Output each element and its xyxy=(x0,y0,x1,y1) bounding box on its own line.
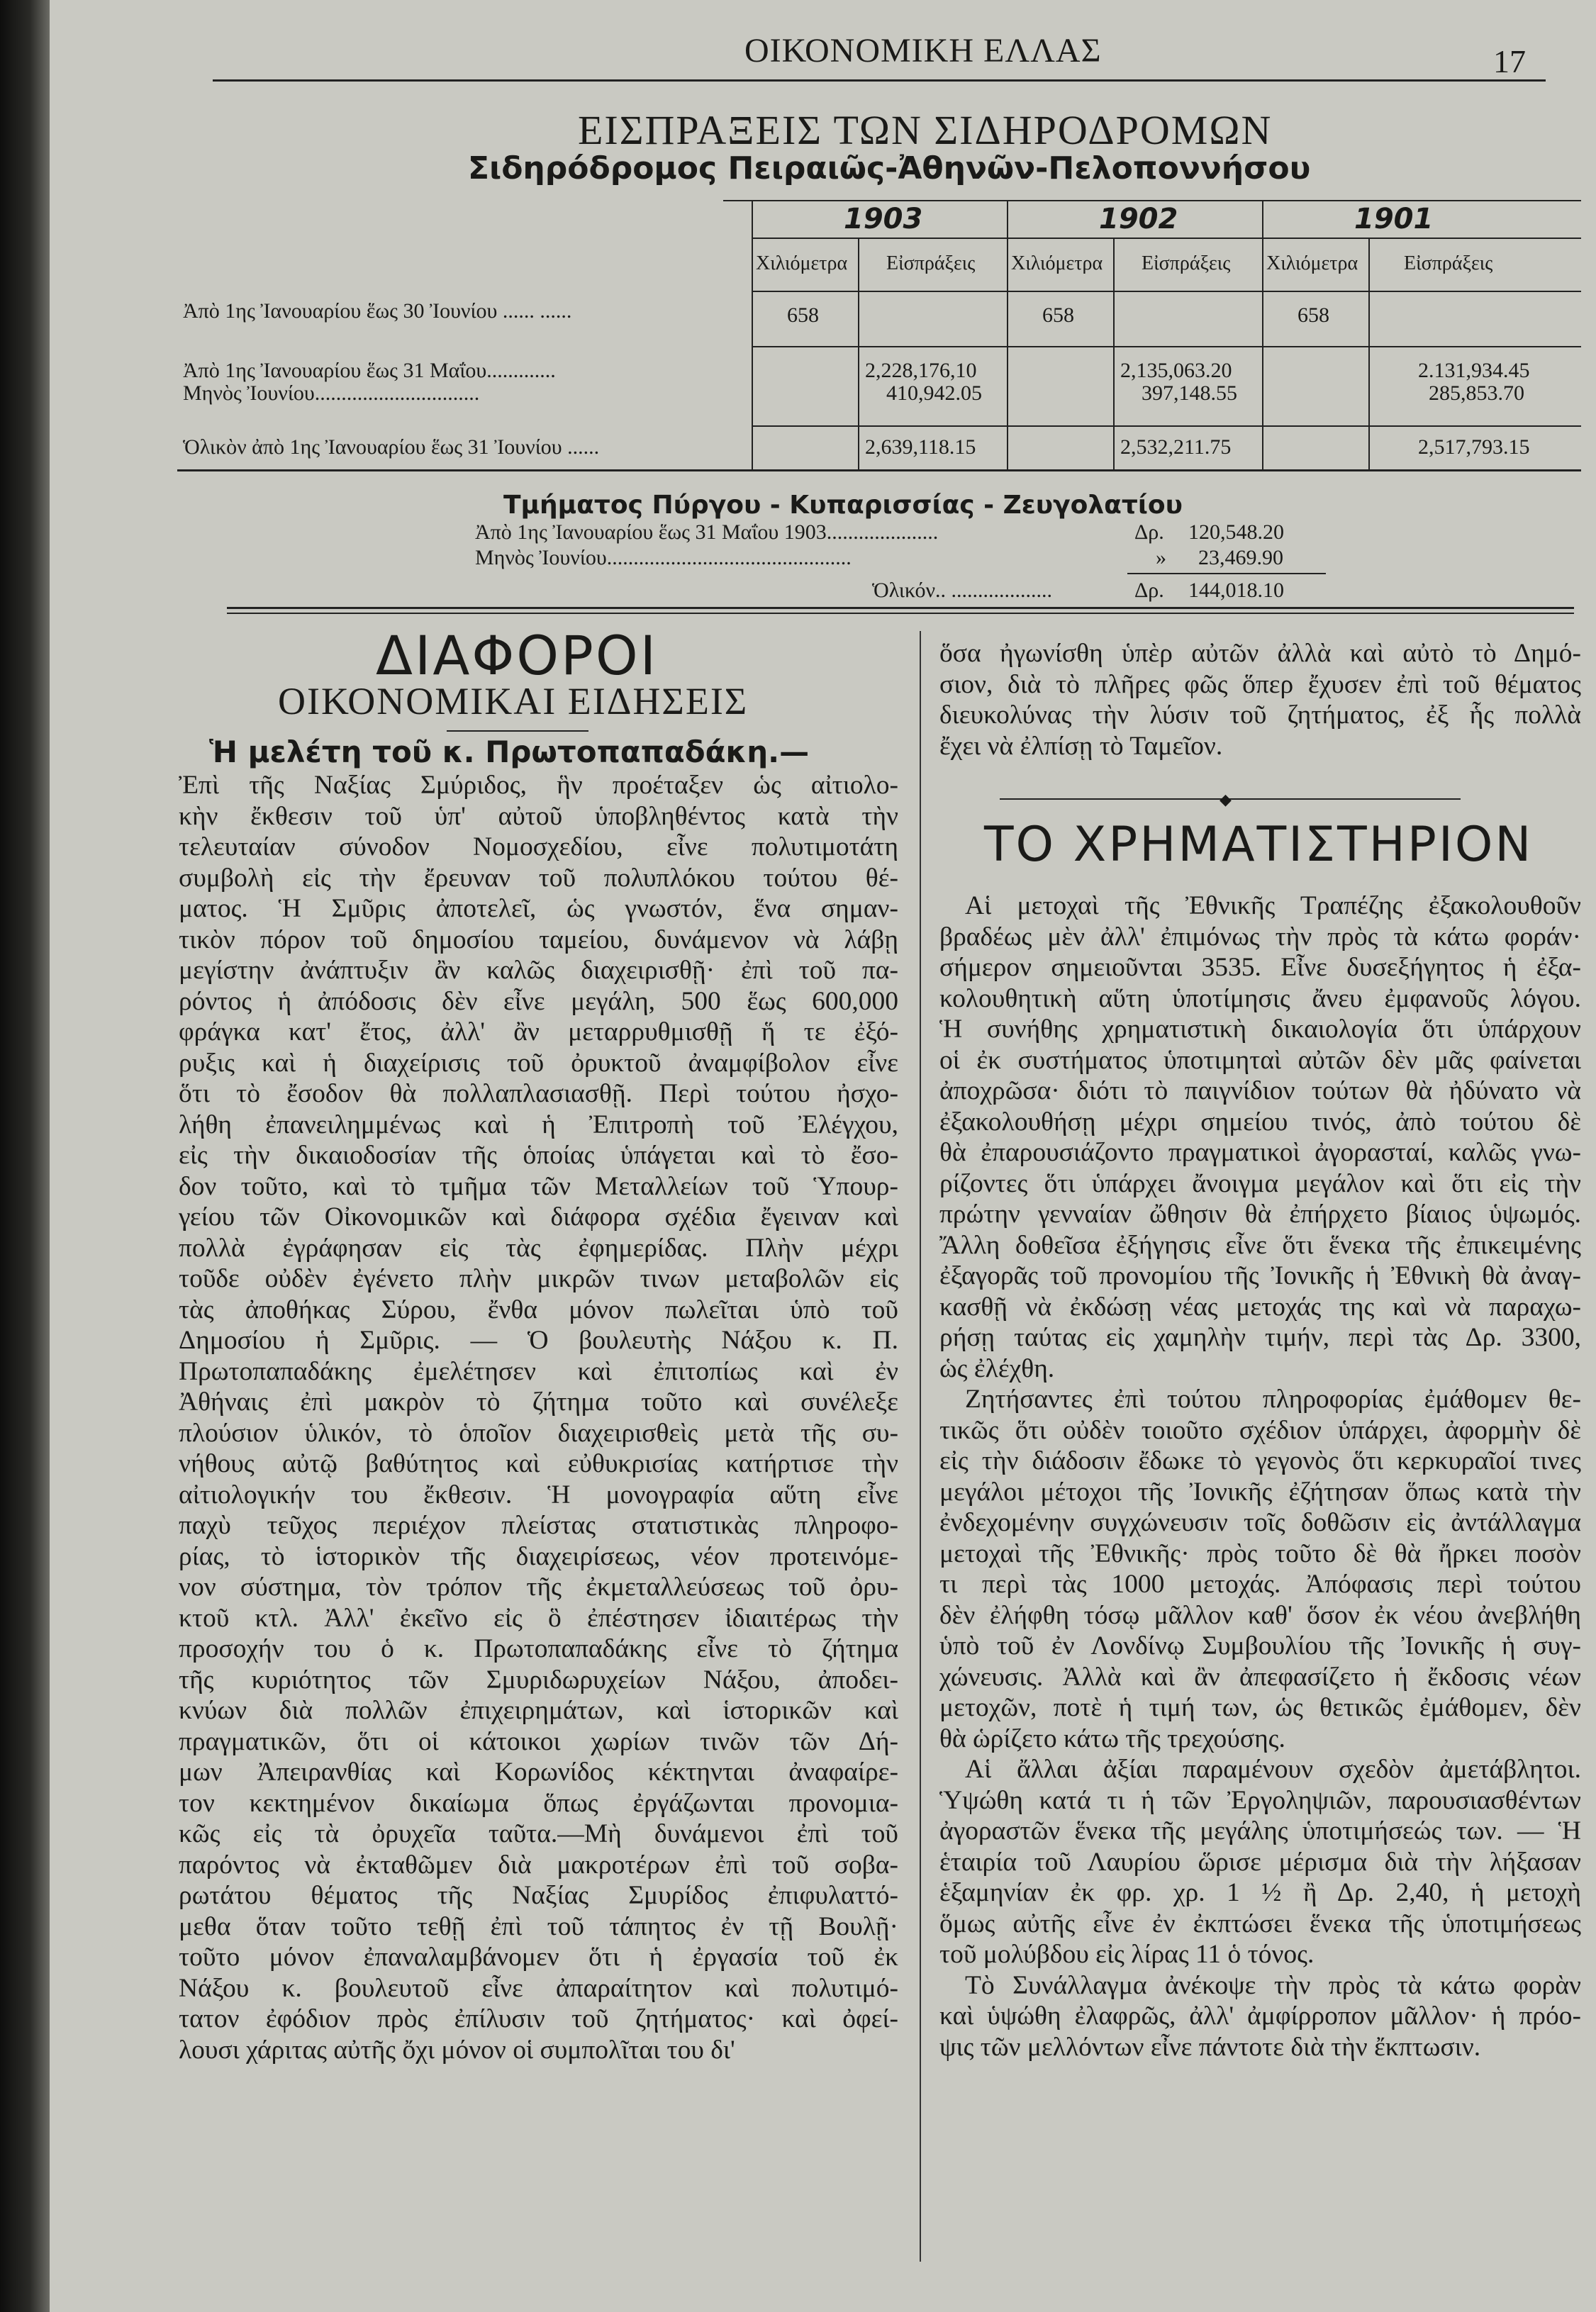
text-line: χώνευσις. Ἀλλὰ καὶ ἂν ἀπεφασίζετο ἡ ἔκδοσις νέων xyxy=(939,1662,1581,1692)
text-line: παχὺ τεῦχος περιέχον πλείστας στατιστικὰς πληροφο- xyxy=(179,1511,898,1540)
km-1903: 658 xyxy=(787,303,819,327)
text-line: λουσι χάριτας αὐτῆς ὄχι μόνον οἱ συμπολῖται του δι' xyxy=(179,2035,735,2065)
pyrgos-value-1: 120,548.20 xyxy=(1188,520,1284,544)
text-line: ρίας, τὸ ἱστορικὸν τῆς διαχειρίσεως, νέον προτεινόμε- xyxy=(179,1541,898,1571)
text-line: Ἀθήναις ἐπὶ μακρὸν τὸ ζήτημα τοῦτο καὶ συνέλεξε xyxy=(179,1387,898,1417)
text-line: αἰτιολογικήν του ἔκθεσιν. Ἡ μονογραφία αὕτη εἶνε xyxy=(179,1480,898,1509)
pyrgos-cur-1: Δρ. xyxy=(1134,520,1164,544)
text-line: μετοχαὶ τῆς Ἐθνικῆς· πρὸς τοῦτο δὲ θὰ ἤρκει ποσὸν xyxy=(939,1538,1581,1568)
header-km-1901: Χιλιόμετρα xyxy=(1266,252,1358,274)
revenue-subtitle: Σιδηρόδρομος Πειραιῶς-Ἀθηνῶν-Πελοποννήσου xyxy=(468,150,1311,186)
text-line: ὑπὸ τοῦ ἐν Λονδίνῳ Συμβουλίου τῆς Ἰονικῆς ἡ συγ- xyxy=(939,1631,1581,1660)
text-line: ἀγοραστῶν ἕνεκα τῆς μεγάλης ὑποτιμήσεώς των. — Ἡ xyxy=(939,1816,1581,1845)
text-line: κτοῦ κτλ. Ἀλλ' ἐκεῖνο εἰς ὃ ἐπέστησεν ἰδιαιτέρως τὴν xyxy=(179,1603,898,1633)
text-line: καὶ ὑψώθη ἐλαφρῶς, ἀλλ' ἀμφίρροπον μᾶλλον· ἡ πρόο- xyxy=(939,2001,1581,2031)
text-line: κνύων διὰ πολλῶν ἐπιχειρημάτων, καὶ ἱστορικῶν καὶ xyxy=(179,1696,898,1725)
text-line: μεγάλοι μέτοχοι τῆς Ἰονικῆς ἐζήτησαν ὅπως κατὰ τὴν xyxy=(939,1477,1581,1507)
text-line: τον κεκτημένον δικαίωμα ὅπως ἐργάζωνται προνομια- xyxy=(179,1788,898,1818)
text-line: Αἱ μετοχαὶ τῆς Ἐθνικῆς Τραπέζης ἐξακολουθοῦν xyxy=(965,891,1581,920)
text-line: ἑξαμηνίαν ἐκ φρ. χρ. 1 ½ ἢ Δρ. 2,40, ἡ μετοχὴ xyxy=(939,1878,1581,1907)
text-line: δον τοῦτο, καὶ τὸ τμῆμα τῶν Μεταλλείων τοῦ Ὑπουρ- xyxy=(179,1171,898,1201)
total-1902: 2,532,211.75 xyxy=(1120,435,1232,459)
text-line: Ἄλλη δοθεῖσα ἐξήγησις εἶνε ὅτι ἕνεκα τῆς ἐπικειμένης xyxy=(939,1230,1581,1260)
text-line: ἑταιρία τοῦ Λαυρίου ὥρισε μέρισμα διὰ τὴν λήξασαν xyxy=(939,1847,1581,1877)
text-line: Τὸ Συνάλλαγμα ἀνέκοψε τὴν πρὸς τὰ κάτω φορὰν xyxy=(965,1970,1581,2000)
year-1901: 1901 xyxy=(1354,203,1434,235)
text-line: ἐξαγορᾶς τοῦ προνομίου τῆς Ἰονικῆς ἡ Ἐθνικὴ θὰ ἀναγ- xyxy=(939,1261,1581,1290)
rev-may-1902: 2,135,063.20 xyxy=(1120,359,1232,382)
text-line: ρήσῃ ταύτας εἰς χαμηλὴν τιμήν, περὶ τὰς Δρ. 3300, xyxy=(939,1323,1581,1352)
text-line: Αἱ ἄλλαι ἀξίαι παραμένουν σχεδὸν ἀμετάβλητοι. xyxy=(965,1755,1581,1784)
total-1901: 2,517,793.15 xyxy=(1418,435,1530,459)
text-line: νον σύστημα, τὸν τρόπον τῆς ἐκμεταλλεύσεως τοῦ ὀρυ- xyxy=(179,1573,898,1602)
running-title: ΟΙΚΟΝΟΜΙΚΗ ΕΛΛΑΣ xyxy=(744,32,1102,69)
text-line: ἀποχρῶσα· διότι τὸ παιγνίδιον τούτων θὰ ἠδύνατο νὰ xyxy=(939,1076,1581,1105)
text-line: τὰς ἀποθήκας Σύρου, ἔνθα μόνον πωλεῖται ὑπὸ τοῦ xyxy=(179,1295,898,1324)
column-divider xyxy=(920,631,921,2262)
text-line: ρόντος ἡ ἀπόδοσις δὲν εἶνε μεγάλη, 500 ἕως 600,000 xyxy=(179,986,898,1016)
text-line: κὴν ἔκθεσιν τοῦ ὑπ' αὐτοῦ ὑποβληθέντος κατὰ τὴν xyxy=(179,801,898,831)
left-article-body xyxy=(179,770,898,2065)
text-line: νήθους αὐτῷ βαθύτητος καὶ εὐθυκρισίας κατήρτισε τὴν xyxy=(179,1449,898,1478)
rev-may-1903: 2,228,176,10 xyxy=(865,359,977,382)
row-label-total: Ὁλικὸν ἀπὸ 1ης Ἰανουαρίου ἕως 31 Ἰουνίου ...... xyxy=(183,435,600,459)
rev-june-1902: 397,148.55 xyxy=(1142,381,1237,405)
pyrgos-line-1: Ἀπὸ 1ης Ἰανουαρίου ἕως 31 Μαΐου 1903..................... xyxy=(475,520,939,544)
bourse-title: ΤΟ ΧΡΗΜΑΤΙΣΤΗΡΙΟΝ xyxy=(984,817,1534,873)
rev-june-1901: 285,853.70 xyxy=(1429,381,1524,405)
text-line: ἐνδεχομένην συγχώνευσιν τοῖς δοθῶσιν εἰς ἀντάλλαγμα xyxy=(939,1508,1581,1537)
pyrgos-cur-total: Δρ. xyxy=(1134,579,1164,602)
text-line: λήθη ἐπανειλημμένως καὶ ἡ Ἐπιτροπὴ τοῦ Ἐλέγχου, xyxy=(179,1110,898,1139)
text-line: Πρωτοπαπαδάκης ἐμελέτησεν καὶ ἐπιτοπίως καὶ ἐν xyxy=(179,1356,898,1386)
row-label-may: Ἀπὸ 1ης Ἰανουαρίου ἕως 31 Μαΐου............. xyxy=(183,359,556,382)
text-line: Ἐπὶ τῆς Ναξίας Σμύριδος, ἣν προέταξεν ὡς αἰτιολο- xyxy=(179,771,898,800)
text-line: μεγίστην ἀνάπτυξιν ἂν καλῶς διαχειρισθῇ· ἐπὶ τοῦ πα- xyxy=(179,956,898,985)
km-1901: 658 xyxy=(1298,303,1329,327)
text-line: τοῦτο μόνον ἐπαναλαμβάνομεν ὅτι ἡ ἐργασία τοῦ ἐκ xyxy=(179,1943,898,1972)
header-rev-1901: Εἰσπράξεις xyxy=(1404,252,1493,274)
section-rule xyxy=(227,607,1574,609)
text-line: μων Ἀπειρανθίας καὶ Κορωνίδος κέκτηνται ἀναφαίρε- xyxy=(179,1758,898,1787)
pyrgos-line-2: Μηνὸς Ἰουνίου.............................................. xyxy=(475,546,852,569)
text-line: οἱ ἐκ συστήματος ὑποτιμηταὶ αὐτῶν δὲν μᾶς φαίνεται xyxy=(939,1045,1581,1075)
text-line: ματος. Ἡ Σμῦρις ἀποτελεῖ, ὡς γνωστόν, ἕνα σημαν- xyxy=(179,894,898,923)
pyrgos-cur-2: » xyxy=(1156,546,1166,569)
text-line: ὅμως αὐτῆς εἶνε ἐν ἐκπτώσει ἕνεκα τῆς ὑποτιμήσεως xyxy=(939,1909,1581,1938)
text-line: Ὑψώθη κατά τι ἡ τῶν Ἐργοληψιῶν, παρουσιασθέντων xyxy=(939,1785,1581,1815)
text-line: ὅσα ἠγωνίσθη ὑπὲρ αὐτῶν ἀλλὰ καὶ αὐτὸ τὸ Δημό- xyxy=(939,639,1581,668)
text-line: μετοχῶν, ποτὲ ἡ τιμή των, ὡς θετικῶς ἐμάθομεν, δὲν xyxy=(939,1693,1581,1722)
text-line: συμβολὴ εἰς τὴν ἔρευναν τοῦ πολυπλόκου τούτου θέ- xyxy=(179,863,898,893)
text-line: εἰς τὴν δικαιοδοσίαν τῆς ὁποίας ὑπάγεται καὶ τὸ ἔσο- xyxy=(179,1141,898,1170)
text-line: ψις τῶν μελλόντων εἶνε πάντοτε διὰ τὴν ἔκπτωσιν. xyxy=(939,2032,1481,2062)
text-line: πρώτην γενναίαν ὤθησιν θὰ ἐπήρχετο βίαιος ὑψωμός. xyxy=(939,1200,1581,1229)
text-line: τικὸν πόρον τοῦ δημοσίου ταμείου, δυνάμενον νὰ λάβῃ xyxy=(179,925,898,954)
left-subheading: ΟΙΚΟΝΟΜΙΚΑΙ ΕΙΔΗΣΕΙΣ xyxy=(278,680,749,722)
year-1902: 1902 xyxy=(1099,203,1178,235)
text-line: πραγματικῶν, ὅτι οἱ κάτοικοι χωρίων τινῶν τῶν Δή- xyxy=(179,1726,898,1756)
text-line: ρίζοντες ὅτι ὑπάρχει ἄνοιγμα μεγάλον καὶ ὅτι εἰς τὴν xyxy=(939,1168,1581,1198)
text-line: τελευταίαν σύνοδον Νομοσχεδίου, εἶνε πολυτιμοτάτη xyxy=(179,832,898,861)
text-line: ἐξακολουθήσῃ μέχρι σημείου τινός, ἀπὸ τούτου δὲ xyxy=(939,1107,1581,1137)
scan-dark-edge xyxy=(0,0,50,2312)
row-label-june: Μηνὸς Ἰουνίου............................... xyxy=(183,381,480,405)
text-line: δὲν ἐλήφθη τόσῳ μᾶλλον καθ' ὅσον ἐκ νέου ἀνεβλήθη xyxy=(939,1600,1581,1630)
header-km-1902: Χιλιόμετρα xyxy=(1011,252,1103,274)
text-line: ὡς ἐλέχθη. xyxy=(939,1353,1055,1383)
text-line: τοῦ μολύβδου εἰς λίρας 11 ὁ τόνος. xyxy=(939,1940,1315,1969)
text-line: Ἡ συνήθης χρηματιστικὴ δικαιολογία ὅτι ὑπάρχουν xyxy=(939,1015,1581,1044)
text-line: κασθῇ νὰ ἐκδώσῃ νέας μετοχάς της καὶ νὰ παραχω- xyxy=(939,1292,1581,1322)
km-1902: 658 xyxy=(1042,303,1074,327)
total-1903: 2,639,118.15 xyxy=(865,435,976,459)
text-line: διευκολύνας τὴν λύσιν τοῦ ζητήματος, ἐξ ἧς πολλὰ xyxy=(939,700,1581,730)
text-line: κολουθητικὴ αὕτη ὑποτίμησις ἄνευ ἐμφανοῦς λόγου. xyxy=(939,983,1581,1013)
text-line: ρυξις καὶ ἡ διαχείρισις τοῦ ὀρυκτοῦ ἀναμφίβολον εἶνε xyxy=(179,1048,898,1078)
text-line: τατον ἐφόδιον πρὸς ἐπίλυσιν τοῦ ζητήματος· καὶ ὀφεί- xyxy=(179,2004,898,2033)
text-line: προσοχήν του ὁ κ. Πρωτοπαπαδάκης εἶνε τὸ ζήτημα xyxy=(179,1634,898,1663)
text-line: σιον, διὰ τὸ πλῆρες φῶς ὅπερ ἔχυσεν ἐπὶ τοῦ θέματος xyxy=(939,669,1581,699)
pyrgos-value-total: 144,018.10 xyxy=(1188,579,1284,602)
header-rule xyxy=(213,79,1546,82)
text-line: φράγκα κατ' ἔτος, ἀλλ' ἂν μεταρρυθμισθῇ ἥ τε ἐξό- xyxy=(179,1017,898,1046)
text-line: σήμερον σημειοῦνται 3535. Εἶνε δυσεξήγητος ἡ ἐξα- xyxy=(939,953,1581,982)
text-line: πλούσιον ὑλικόν, τὸ ὁποῖον διαχειρισθεὶς μετὰ τῆς συ- xyxy=(179,1418,898,1448)
year-1903: 1903 xyxy=(844,203,923,235)
right-article-continuation xyxy=(939,638,1581,761)
left-heading: ΔΙΑΦΟΡΟΙ xyxy=(376,624,659,687)
text-line: τῆς κυριότητος τῶν Σμυριδωρυχείων Νάξου, ἀποδει- xyxy=(179,1665,898,1694)
text-line: ὅτι τὸ ἔσοδον θὰ πολλαπλασιασθῇ. Περὶ τούτου ἠσχο- xyxy=(179,1079,898,1108)
text-line: τι περὶ τὰς 1000 μετοχάς. Ἀπόφασις περὶ τούτου xyxy=(939,1570,1581,1599)
text-line: Ζητήσαντες ἐπὶ τούτου πληροφορίας ἐμάθομεν θε- xyxy=(965,1385,1581,1414)
revenue-title: ΕΙΣΠΡΑΞΕΙΣ ΤΩΝ ΣΙΔΗΡΟΔΡΟΜΩΝ xyxy=(578,107,1273,153)
text-line: παρόντος νὰ ἐκταθῶμεν διὰ μακροτέρων ἐπὶ τοῦ σοβα- xyxy=(179,1850,898,1880)
text-line: πολλὰ ἐγράφησαν εἰς τὰς ἐφημερίδας. Πλὴν μέχρι xyxy=(179,1233,898,1263)
rev-may-1901: 2.131,934.45 xyxy=(1418,359,1530,382)
page-number: 17 xyxy=(1493,43,1526,79)
bourse-article-body xyxy=(939,890,1581,2062)
text-line: Δημοσίου ἡ Σμῦρις. — Ὁ βουλευτὴς Νάξου κ. Π. xyxy=(179,1326,898,1355)
rev-june-1903: 410,942.05 xyxy=(886,381,982,405)
row-label-period: Ἀπὸ 1ης Ἰανουαρίου ἕως 30 Ἰουνίου ...... ...... xyxy=(183,299,572,323)
text-line: τοῦδε οὐδὲν ἐγένετο πλὴν μικρῶν τινων μεταβολῶν εἰς xyxy=(179,1264,898,1293)
header-rev-1903: Εἰσπράξεις xyxy=(886,252,976,274)
text-line: κῶς εἰς τὰ ὀρυχεῖα ταῦτα.—Μὴ δυνάμενοι ἐπὶ τοῦ xyxy=(179,1819,898,1848)
text-line: ρωτάτου θέματος τῆς Ναξίας Σμυρίδος ἐπιφυλαττό- xyxy=(179,1881,898,1910)
pyrgos-line-total: Ὁλικόν.. ................... xyxy=(872,579,1053,602)
text-line: ἔχει νὰ ἐλπίσῃ τὸ Ταμεῖον. xyxy=(939,731,1223,761)
header-km-1903: Χιλιόμετρα xyxy=(756,252,848,274)
text-line: θὰ ἐπαρουσιάζοντο πραγματικοὶ ἀγορασταί, καλῶς γνω- xyxy=(939,1138,1581,1167)
header-rev-1902: Εἰσπράξεις xyxy=(1142,252,1231,274)
text-line: μεθα ὅταν τοῦτο τεθῇ ἐπὶ τοῦ τάπητος ἐν τῇ Βουλῇ· xyxy=(179,1911,898,1941)
text-line: βραδέως μὲν ἀλλ' ἐπιμόνως τὴν πρὸς τὰ κάτω φοράν· xyxy=(939,922,1581,951)
text-line: γείου τῶν Οἰκονομικῶν καὶ διάφορα σχέδια ἔγειναν καὶ xyxy=(179,1202,898,1232)
text-line: εἰς τὴν διάδοσιν ἔδωκε τὸ γεγονὸς ὅτι κερκυραῖοί τινες xyxy=(939,1446,1581,1475)
text-line: τικῶς ὅτι οὐδὲν τοιοῦτο σχέδιον ὑπάρχει, ἀφορμὴν δὲ xyxy=(939,1415,1581,1445)
newspaper-page: ΟΙΚΟΝΟΜΙΚΗ ΕΛΛΑΣ 17 ΕΙΣΠΡΑΞΕΙΣ ΤΩΝ ΣΙΔΗΡΟΔΡΟΜΩΝ Σιδηρόδρομος Πειραιῶς-Ἀθηνῶν-Πελοποννήσου 1903 1902 1901 Χιλιόμετρα Εἰσπράξεις Χιλιόμετρα Εἰσπράξεις Χιλιόμετρα Εἰσπράξεις Ἀπὸ 1ης Ἰανουαρίου ἕως 30 Ἰουνίου ...... ...... 658 658 658 Ἀπὸ 1ης Ἰανουαρίου ἕως 31 Μαΐου............. Μηνὸς Ἰουνίου............................... 2,228,176,10 2,135,063.20 2.131,934.45 410,942.05 397,148.55 285,853.70 Ὁλικὸν ἀπὸ 1ης Ἰανουαρίου ἕως 31 Ἰουνίου ...... 2,639,118.15 2,532,211.75 2,517,793.15 Τμήματος Πύργου - Κυπαρισσίας - Ζευγολατίου Ἀπὸ 1ης Ἰανουαρίου ἕως 31 Μαΐου 1903..................... Δρ. 120,548.20 Μηνὸς Ἰουνίου.............................................. » 23,469.90 Ὁλικόν.. ................... Δρ. 144,018.10 ΔΙΑΦΟΡΟΙ ΟΙΚΟΝΟΜΙΚΑΙ ΕΙΔΗΣΕΙΣ Ἡ μελέτη τοῦ κ. Πρωτοπαπαδάκη.— Ἐπὶ τῆς Ναξίας Σμύριδος, ἣν προέταξεν ὡς αἰτιολο- κὴν ἔκθεσιν τοῦ ὑπ' αὐτοῦ ὑποβληθέντος κατὰ τὴν τελευταίαν σύνοδον Νομοσχεδίου, εἶνε πολυτιμοτάτη συμβολὴ εἰς τὴν ἔρευναν τοῦ πολυπλόκου τούτου θέ- ματος. Ἡ Σμῦρις ἀποτελεῖ, ὡς γνωστόν, ἕνα σημαν- τικὸν πόρον τοῦ δημοσίου ταμείου, δυνάμενον νὰ λάβῃ μεγίστην ἀνάπτυξιν ἂν καλῶς διαχειρισθῇ· ἐπὶ τοῦ πα- ρόντος ἡ ἀπόδοσις δὲν εἶνε μεγάλη, 500 ἕως 600,000 φράγκα κατ' ἔτος, ἀλλ' ἂν μεταρρυθμισθῇ ἥ τε ἐξό- ρυξις καὶ ἡ διαχείρισις τοῦ ὀρυκτοῦ ἀναμφίβολον εἶνε ὅτι τὸ ἔσοδον θὰ πολλαπλασιασθῇ. Περὶ τούτου ἠσχο- λήθη ἐπανειλημμένως καὶ ἡ Ἐπιτροπὴ τοῦ Ἐλέγχου, εἰς τὴν δικαιοδοσίαν τῆς ὁποίας ὑπάγεται καὶ τὸ ἔσο- δον τοῦτο, καὶ τὸ τμῆμα τῶν Μεταλλείων τοῦ Ὑπουρ- γείου τῶν Οἰκονομικῶν καὶ διάφορα σχέδια ἔγειναν καὶ πολλὰ ἐγράφησαν εἰς τὰς ἐφημερίδας. Πλὴν μέχρι τοῦδε οὐδὲν ἐγένετο πλὴν μικρῶν τινων μεταβολῶν εἰς τὰς ἀποθήκας Σύρου, ἔνθα μόνον πωλεῖται ὑπὸ τοῦ Δημοσίου ἡ Σμῦρις. — Ὁ βουλευτὴς Νάξου κ. Π. Πρωτοπαπαδάκης ἐμελέτησεν καὶ ἐπιτοπίως καὶ ἐν Ἀθήναις ἐπὶ μακρὸν τὸ ζήτημα τοῦτο καὶ συνέλεξε πλούσιον ὑλικόν, τὸ ὁποῖον διαχειρισθεὶς μετὰ τῆς συ- νήθους αὐτῷ βαθύτητος καὶ εὐθυκρισίας κατήρτισε τὴν αἰτιολογικήν του ἔκθεσιν. Ἡ μονογραφία αὕτη εἶνε παχὺ τεῦχος περιέχον πλείστας στατιστικὰς πληροφο- ρίας, τὸ ἱστορικὸν τῆς διαχειρίσεως, νέον προτεινόμε- νον σύστημα, τὸν τρόπον τῆς ἐκμεταλλεύσεως τοῦ ὀρυ- κτοῦ κτλ. Ἀλλ' ἐκεῖνο εἰς ὃ ἐπέστησεν ἰδιαιτέρως τὴν προσοχήν του ὁ κ. Πρωτοπαπαδάκης εἶνε τὸ ζήτημα τῆς κυριότητος τῶν Σμυριδωρυχείων Νάξου, ἀποδει- κνύων διὰ πολλῶν ἐπιχειρημάτων, καὶ ἱστορικῶν καὶ πραγματικῶν, ὅτι οἱ κάτοικοι χωρίων τινῶν τῶν Δή- μων Ἀπειρανθίας καὶ Κορωνίδος κέκτηνται ἀναφαίρε- τον κεκτημένον δικαίωμα ὅπως ἐργάζωνται προνομια- κῶς εἰς τὰ ὀρυχεῖα ταῦτα.—Μὴ δυνάμενοι ἐπὶ τοῦ παρόντος νὰ ἐκταθῶμεν διὰ μακροτέρων ἐπὶ τοῦ σοβα- ρωτάτου θέματος τῆς Ναξίας Σμυρίδος ἐπιφυλαττό- μεθα ὅταν τοῦτο τεθῇ ἐπὶ τοῦ τάπητος ἐν τῇ Βουλῇ· τοῦτο μόνον ἐπαναλαμβάνομεν ὅτι ἡ ἐργασία τοῦ ἐκ Νάξου κ. βουλευτοῦ εἶνε ἀπαραίτητον καὶ πολυτιμό- τατον ἐφόδιον πρὸς ἐπίλυσιν τοῦ ζητήματος· καὶ ὀφεί- λουσι χάριτας αὐτῆς ὄχι μόνον οἱ συμπολῖται του δι' ὅσα ἠγωνίσθη ὑπὲρ αὐτῶν ἀλλὰ καὶ αὐτὸ τὸ Δημό- σιον, διὰ τὸ πλῆρες φῶς ὅπερ ἔχυσεν ἐπὶ τοῦ θέματος διευκολύνας τὴν λύσιν τοῦ ζητήματος, ἐξ ἧς πολλὰ ἔχει νὰ ἐλπίσῃ τὸ Ταμεῖον. ◆ ΤΟ ΧΡΗΜΑΤΙΣΤΗΡΙΟΝ Αἱ μετοχαὶ τῆς Ἐθνικῆς Τραπέζης ἐξακολουθοῦν βραδέως μὲν ἀλλ' ἐπιμόνως τὴν πρὸς τὰ κάτω φοράν· σήμερον σημειοῦνται 3535. Εἶνε δυσεξήγητος ἡ ἐξα- κολουθητικὴ αὕτη ὑποτίμησις ἄνευ ἐμφανοῦς λόγου. Ἡ συνήθης χρηματιστικὴ δικαιολογία ὅτι ὑπάρχουν οἱ ἐκ συστήματος ὑποτιμηταὶ αὐτῶν δὲν μᾶς φαίνεται ἀποχρῶσα· διότι τὸ παιγνίδιον τούτων θὰ ἠδύνατο νὰ ἐξακολουθήσῃ μέχρι σημείου τινός, ἀπὸ τούτου δὲ θὰ ἐπαρουσιάζοντο πραγματικοὶ ἀγορασταί, καλῶς γνω- ρίζοντες ὅτι ὑπάρχει ἄνοιγμα μεγάλον καὶ ὅτι εἰς τὴν πρώτην γενναίαν ὤθησιν θὰ ἐπήρχετο βίαιος ὑψωμός. Ἄλλη δοθεῖσα ἐξήγησις εἶνε ὅτι ἕνεκα τῆς ἐπικειμένης ἐξαγορᾶς τοῦ προνομίου τῆς Ἰονικῆς ἡ Ἐθνικὴ θὰ ἀναγ- κασθῇ νὰ ἐκδώσῃ νέας μετοχάς της καὶ νὰ παραχω- ρήσῃ ταύτας εἰς χαμηλὴν τιμήν, περὶ τὰς Δρ. 3300, ὡς ἐλέχθη. Ζητήσαντες ἐπὶ τούτου πληροφορίας ἐμάθομεν θε- τικῶς ὅτι οὐδὲν τοιοῦτο σχέδιον ὑπάρχει, ἀφορμὴν δὲ εἰς τὴν διάδοσιν ἔδωκε τὸ γεγονὸς ὅτι κερκυραῖοί τινες μεγάλοι μέτοχοι τῆς Ἰονικῆς ἐζήτησαν ὅπως κατὰ τὴν ἐνδεχομένην συγχώνευσιν τοῖς δοθῶσιν εἰς ἀντάλλαγμα μετοχαὶ τῆς Ἐθνικῆς· πρὸς τοῦτο δὲ θὰ ἤρκει ποσὸν τι περὶ τὰς 1000 μετοχάς. Ἀπόφασις περὶ τούτου δὲν ἐλήφθη τόσῳ μᾶλλον καθ' ὅσον ἐκ νέου ἀνεβλήθη ὑπὸ τοῦ ἐν Λονδίνῳ Συμβουλίου τῆς Ἰονικῆς ἡ συγ- χώνευσις. Ἀλλὰ καὶ ἂν ἀπεφασίζετο ἡ ἔκδοσις νέων μετοχῶν, ποτὲ ἡ τιμή των, ὡς θετικῶς ἐμάθομεν, δὲν θὰ ὡρίζετο κάτω τῆς τρεχούσης. Αἱ ἄλλαι ἀξίαι παραμένουν σχεδὸν ἀμετάβλητοι. Ὑψώθη κατά τι ἡ τῶν Ἐργοληψιῶν, παρουσιασθέντων ἀγοραστῶν ἕνεκα τῆς μεγάλης ὑποτιμήσεώς των. — Ἡ ἑταιρία τοῦ Λαυρίου ὥρισε μέρισμα διὰ τὴν λήξασαν ἑξαμηνίαν ἐκ φρ. χρ. 1 ½ ἢ Δρ. 2,40, ἡ μετοχὴ ὅμως αὐτῆς εἶνε ἐν ἐκπτώσει ἕνεκα τῆς ὑποτιμήσεως τοῦ μολύβδου εἰς λίρας 11 ὁ τόνος. Τὸ Συνάλλαγμα ἀνέκοψε τὴν πρὸς τὰ κάτω φορὰν καὶ ὑψώθη ἐλαφρῶς, ἀλλ' ἀμφίρροπον μᾶλλον· ἡ πρόο- ψις τῶν μελλόντων εἶνε πάντοτε διὰ τὴν ἔκπτωσιν. xyxy=(50,0,1596,2312)
pyrgos-title: Τμήματος Πύργου - Κυπαρισσίας - Ζευγολατίου xyxy=(503,491,1183,520)
text-line: Νάξου κ. βουλευτοῦ εἶνε ἀπαραίτητον καὶ πολυτιμό- xyxy=(179,1973,898,2003)
lead-title: Ἡ μελέτη τοῦ κ. Πρωτοπαπαδάκη.— xyxy=(209,735,810,769)
pyrgos-value-2: 23,469.90 xyxy=(1198,546,1283,569)
text-line: θὰ ὡρίζετο κάτω τῆς τρεχούσης. xyxy=(939,1724,1285,1753)
